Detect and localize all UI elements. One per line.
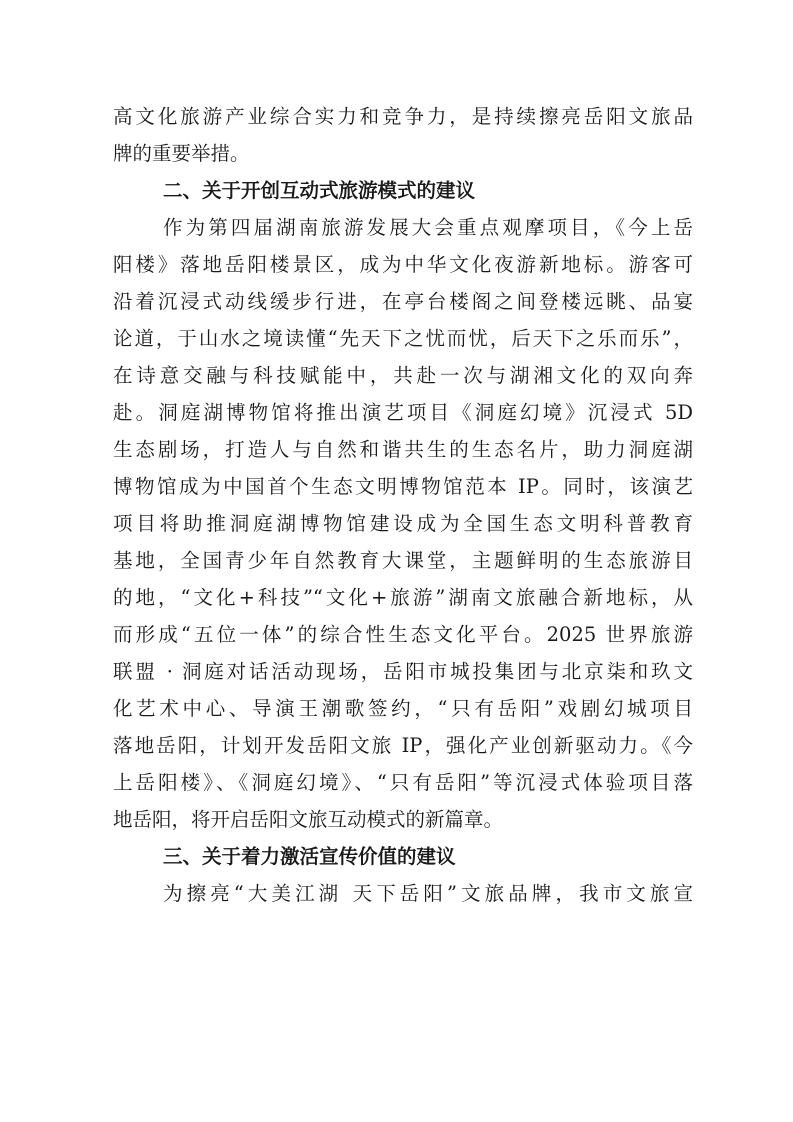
text-line: 的地，“文化+科技”“文化+旅游”湖南文旅融合新地标，从 [113, 586, 693, 609]
text-line: 而形成“五位一体”的综合性生态文化平台。2025 世界旅游 [113, 623, 693, 646]
section-heading-2: 二、关于开创互动式旅游模式的建议 [163, 179, 476, 202]
text-line: 上岳阳楼》、《洞庭幻境》、“只有岳阳”等沉浸式体验项目落 [113, 771, 693, 794]
text-line: 牌的重要举措。 [113, 142, 250, 165]
text-line: 项目将助推洞庭湖博物馆建设成为全国生态文明科普教育 [113, 512, 693, 535]
text-line: 在诗意交融与科技赋能中，共赴一次与湖湘文化的双向奔 [113, 364, 693, 387]
section-heading-3: 三、关于着力激活宣传价值的建议 [163, 845, 456, 868]
text-line: 阳楼》落地岳阳楼景区，成为中华文化夜游新地标。游客可 [113, 253, 693, 276]
text-line: 作为第四届湖南旅游发展大会重点观摩项目，《今上岳 [163, 216, 693, 239]
document-body [113, 98, 693, 912]
text-line: 高文化旅游产业综合实力和竞争力，是持续擦亮岳阳文旅品 [113, 105, 693, 128]
text-line: 为擦亮“大美江湖 天下岳阳”文旅品牌，我市文旅宣 [163, 882, 693, 905]
text-line: 落地岳阳，计划开发岳阳文旅 IP，强化产业创新驱动力。《今 [113, 734, 693, 757]
text-line: 化艺术中心、导演王潮歌签约，“只有岳阳”戏剧幻城项目 [113, 697, 693, 720]
text-line: 基地，全国青少年自然教育大课堂，主题鲜明的生态旅游目 [113, 549, 693, 572]
text-line: 联盟 · 洞庭对话活动现场，岳阳市城投集团与北京柒和玖文 [113, 660, 693, 683]
text-line: 博物馆成为中国首个生态文明博物馆范本 IP。同时，该演艺 [113, 475, 693, 498]
text-line: 地岳阳，将开启岳阳文旅互动模式的新篇章。 [113, 808, 504, 831]
text-line: 生态剧场，打造人与自然和谐共生的生态名片，助力洞庭湖 [113, 438, 693, 461]
text-line: 论道，于山水之境读懂“先天下之忧而忧，后天下之乐而乐”， [113, 327, 693, 350]
text-line: 沿着沉浸式动线缓步行进，在亭台楼阁之间登楼远眺、品宴 [113, 290, 693, 313]
text-line: 赴。洞庭湖博物馆将推出演艺项目《洞庭幻境》沉浸式 5D [113, 401, 693, 424]
